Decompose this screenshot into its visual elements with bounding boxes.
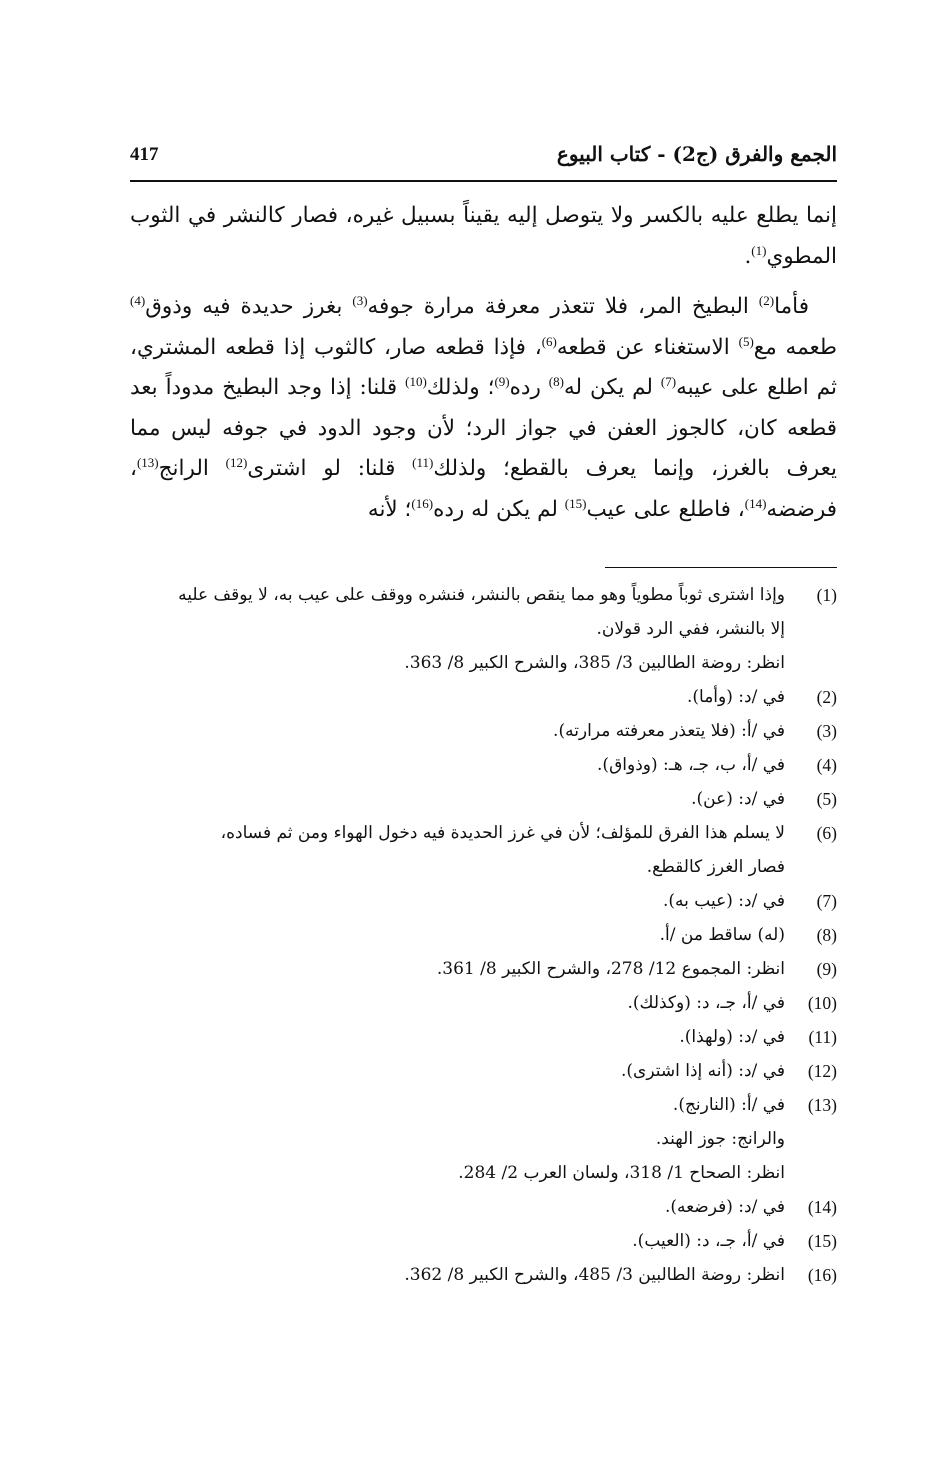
footnote-number: (8) bbox=[816, 925, 837, 945]
footnote-marker: (9) bbox=[494, 373, 510, 389]
footnote-line: انظر: روضة الطالبين 3/ 485، والشرح الكبير 8/ 362. bbox=[404, 1265, 785, 1285]
body-paragraph bbox=[130, 287, 837, 530]
footnote-body bbox=[130, 1224, 785, 1258]
footnote-body bbox=[130, 748, 785, 782]
footnote bbox=[130, 1088, 837, 1190]
running-title: الجمع والفرق (ج2) - كتاب البيوع bbox=[556, 142, 837, 166]
page-header bbox=[130, 140, 837, 182]
footnote-body bbox=[130, 680, 785, 714]
body-text-run: إنما يطلع عليه بالكسر ولا يتوصل إليه يقيناً بسبيل غيره، فصار كالنشر في الثوب المطوي bbox=[130, 203, 837, 269]
body-text-run: الرانج bbox=[158, 456, 226, 481]
footnote-line: إلا بالنشر، ففي الرد قولان. bbox=[596, 619, 785, 639]
footnote bbox=[130, 1224, 837, 1258]
footnote-line: (له) ساقط من /أ. bbox=[659, 925, 785, 945]
footnote-body bbox=[130, 1020, 785, 1054]
main-text bbox=[130, 196, 837, 530]
footnote-marker: (10) bbox=[405, 373, 427, 389]
footnote-number: (2) bbox=[816, 687, 837, 707]
body-text-run: ، فاطلع على عيب bbox=[586, 496, 745, 522]
footnote bbox=[130, 952, 837, 986]
footnote-line: في /د: (عن). bbox=[691, 789, 785, 809]
footnote-body bbox=[130, 884, 785, 918]
body-text-run: لم يكن له رده bbox=[433, 496, 565, 522]
footnote-number: (5) bbox=[816, 789, 837, 809]
footnote-body bbox=[130, 1088, 785, 1190]
footnote-separator bbox=[605, 567, 837, 568]
footnote-number: (11) bbox=[808, 1027, 837, 1047]
footnote-line: في /أ، ب، جـ، هـ: (وذواق). bbox=[597, 755, 785, 775]
footnote-number: (12) bbox=[807, 1061, 837, 1081]
footnote-line: فصار الغرز كالقطع. bbox=[646, 857, 785, 877]
body-paragraph bbox=[130, 196, 837, 277]
scan-speck bbox=[355, 1384, 363, 1390]
footnote bbox=[130, 986, 837, 1020]
footnote-line: في /أ، جـ، د: (وكذلك). bbox=[627, 993, 785, 1013]
footnote-line: انظر: روضة الطالبين 3/ 385، والشرح الكبير 8/ 363. bbox=[404, 653, 785, 673]
footnote-marker: (15) bbox=[564, 495, 587, 511]
footnote bbox=[130, 748, 837, 782]
footnote-line: في /د: (عيب به). bbox=[662, 891, 785, 911]
footnote-line: في /د: (ولهذا). bbox=[679, 1027, 785, 1047]
footnote-line: انظر: المجموع 12/ 278، والشرح الكبير 8/ 361. bbox=[436, 959, 785, 979]
footnote-number: (15) bbox=[807, 1231, 837, 1251]
footnote-number: (13) bbox=[807, 1095, 837, 1115]
body-text-run: رده bbox=[509, 375, 549, 400]
footnote-number: (14) bbox=[807, 1197, 837, 1217]
footnote-body bbox=[130, 816, 785, 884]
footnote-body bbox=[130, 714, 785, 748]
footnote-line: في /د: (أنه إذا اشترى). bbox=[621, 1061, 785, 1081]
footnote-body bbox=[130, 918, 785, 952]
footnote-body bbox=[130, 782, 785, 816]
body-text-run: . bbox=[744, 243, 752, 269]
footnote-body bbox=[130, 1054, 785, 1088]
footnote-body bbox=[130, 578, 785, 680]
footnote-number: (1) bbox=[816, 585, 837, 605]
footnote-number: (9) bbox=[816, 959, 837, 979]
body-text-run: طعمه مع bbox=[753, 334, 837, 360]
footnote-body bbox=[130, 1190, 785, 1224]
footnote-number: (3) bbox=[816, 721, 837, 741]
page-number: 417 bbox=[130, 144, 159, 165]
footnote-marker: (8) bbox=[548, 373, 564, 389]
body-text-run: الاستغناء عن قطعه bbox=[556, 334, 739, 360]
footnote-number: (16) bbox=[807, 1265, 837, 1285]
footnote bbox=[130, 782, 837, 816]
body-text-run: قلنا: إذا وجد البطيخ مدوداً بعد قطعه كان، كالجوز العفن في جواز الرد؛ لأن وجود الدود في جوفه ليس مما يعرف بالغرز، وإنما يعرف بالقطع؛ ولذلك bbox=[130, 375, 837, 481]
footnote bbox=[130, 918, 837, 952]
footnote-line: انظر: الصحاح 1/ 318، ولسان العرب 2/ 284. bbox=[458, 1163, 785, 1183]
footnote-line: في /د: (وأما). bbox=[686, 687, 785, 707]
footnote-line: وإذا اشترى ثوباً مطوياً وهو مما ينقص بالنشر، فنشره ووقف على عيب به، لا يوقف عليه bbox=[178, 585, 785, 605]
footnote-line: في /أ، جـ، د: (العيب). bbox=[632, 1231, 785, 1251]
footnote-number: (7) bbox=[816, 891, 837, 911]
footnote-line: في /أ: (النارنج). bbox=[672, 1095, 785, 1115]
footnote-marker: (12) bbox=[225, 454, 248, 470]
footnote bbox=[130, 884, 837, 918]
footnote-line: والرانج: جوز الهند. bbox=[655, 1129, 785, 1149]
footnote-number: (10) bbox=[807, 993, 837, 1013]
footnote-marker: (11) bbox=[412, 454, 434, 470]
footnote-body bbox=[130, 986, 785, 1020]
body-text-run: ، فإذا قطعه صار، كالثوب إذا قطعه المشتري، ثم اطلع على عيبه bbox=[130, 334, 838, 400]
footnote-body bbox=[130, 1258, 785, 1292]
footnote bbox=[130, 1258, 837, 1292]
footnote bbox=[130, 680, 837, 714]
body-text-run: بغرز حديدة فيه وذوق bbox=[145, 294, 353, 319]
body-text-run: لم يكن له bbox=[563, 375, 661, 400]
body-text-run: ؛ لأنه bbox=[367, 496, 412, 522]
footnote-marker: (13) bbox=[136, 454, 159, 470]
body-text-run: فأما bbox=[774, 294, 809, 319]
footnotes bbox=[130, 578, 837, 1292]
footnote-marker: (7) bbox=[660, 373, 677, 389]
footnote bbox=[130, 714, 837, 748]
footnote-marker: (1) bbox=[751, 242, 767, 258]
footnote bbox=[130, 1190, 837, 1224]
body-text-run: البطيخ المر، فلا تتعذر معرفة مرارة جوفه bbox=[367, 294, 759, 319]
footnote-marker: (6) bbox=[541, 333, 557, 349]
footnote-line: لا يسلم هذا الفرق للمؤلف؛ لأن في غرز الحديدة فيه دخول الهواء ومن ثم فساده، bbox=[220, 823, 785, 843]
footnote-marker: (4) bbox=[130, 292, 146, 308]
body-text-run: قلنا: لو اشترى bbox=[247, 456, 413, 481]
footnote-marker: (14) bbox=[744, 495, 767, 511]
footnote-number: (6) bbox=[816, 823, 837, 843]
footnote bbox=[130, 816, 837, 884]
footnote bbox=[130, 1020, 837, 1054]
body-text-run: ؛ ولذلك bbox=[426, 375, 495, 400]
footnote bbox=[130, 1054, 837, 1088]
footnote bbox=[130, 578, 837, 680]
footnote-marker: (16) bbox=[411, 495, 434, 511]
footnote-body bbox=[130, 952, 785, 986]
footnote-marker: (3) bbox=[352, 292, 368, 308]
body-text-run: ، فرضضه bbox=[130, 456, 837, 522]
footnote-marker: (5) bbox=[738, 333, 754, 349]
footnote-marker: (2) bbox=[758, 292, 775, 308]
footnote-line: في /أ: (فلا يتعذر معرفته مرارته). bbox=[553, 721, 785, 741]
footnote-number: (4) bbox=[816, 755, 837, 775]
footnote-line: في /د: (فرضعه). bbox=[664, 1197, 785, 1217]
